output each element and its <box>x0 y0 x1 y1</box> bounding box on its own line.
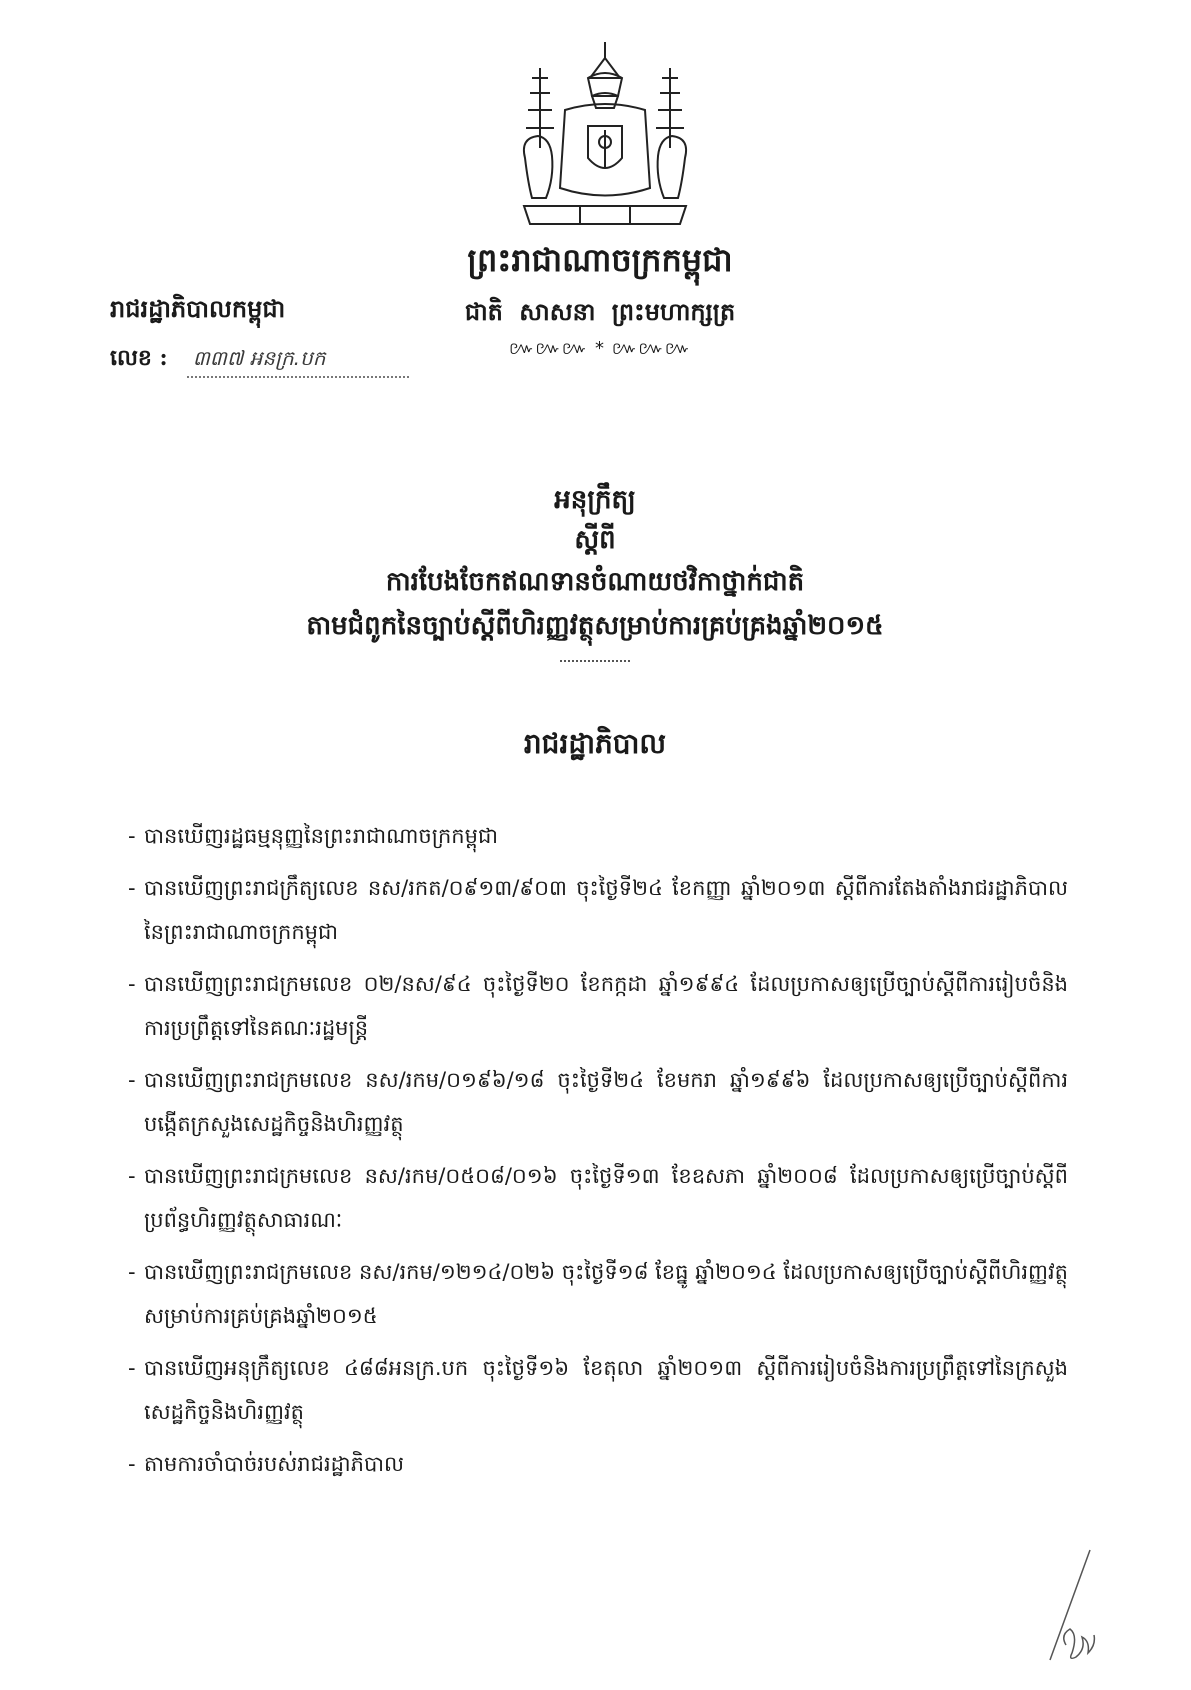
preamble-item: - តាមការចាំបាច់របស់រាជរដ្ឋាភិបាល <box>128 1442 1068 1486</box>
royal-coat-of-arms <box>510 38 700 233</box>
title-divider <box>560 660 630 664</box>
issuing-authority: រាជរដ្ឋាភិបាលកម្ពុជា <box>110 294 286 323</box>
document-number-value: ៣៣៧ អនក្រ.បក <box>187 340 409 378</box>
preamble-item: - បានឃើញព្រះរាជក្រមលេខ នស/រកម/០១៩៦/១៨ ចុះថ្ងៃទី២៤ ខែមករា ឆ្នាំ១៩៩៦ ដែលប្រកាសឲ្យប្រើច្បាប់ស្តីពីការបង្កើតក្រសួងសេដ្ឋកិច្ចនិងហិរញ្ញវត្ថុ <box>128 1058 1068 1146</box>
preamble-list <box>128 814 1068 1494</box>
preamble-item: - បានឃើញរដ្ឋធម្មនុញ្ញនៃព្រះរាជាណាចក្រកម្ពុជា <box>128 814 1068 858</box>
preamble-item: - បានឃើញព្រះរាជក្រមលេខ នស/រកម/០៥០៨/០១៦ ចុះថ្ងៃទី១៣ ខែឧសភា ឆ្នាំ២០០៨ ដែលប្រកាសឲ្យប្រើច្បាប់ស្តីពីប្រព័ន្ធហិរញ្ញវត្ថុសាធារណៈ <box>128 1154 1068 1242</box>
handwritten-initials <box>1030 1545 1150 1665</box>
document-number-label: លេខ : <box>110 345 168 371</box>
document-title <box>180 480 1010 664</box>
title-line-2: ស្តីពី <box>574 525 616 555</box>
government-heading: រាជរដ្ឋាភិបាល <box>523 727 667 760</box>
national-motto: ជាតិ សាសនា ព្រះមហាក្សត្រ <box>464 297 736 326</box>
title-line-4: តាមជំពូកនៃច្បាប់ស្តីពីហិរញ្ញវត្ថុសម្រាប់ការគ្រប់គ្រងឆ្នាំ២០១៥ <box>306 611 884 641</box>
preamble-item: - បានឃើញអនុក្រឹត្យលេខ ៤៨៨អនក្រ.បក ចុះថ្ងៃទី១៦ ខែតុលា ឆ្នាំ២០១៣ ស្តីពីការរៀបចំនិងការប្រព្រឹត្តទៅនៃក្រសួងសេដ្ឋកិច្ចនិងហិរញ្ញវត្ថុ <box>128 1346 1068 1434</box>
document-number-row <box>110 340 450 380</box>
title-line-3: ការបែងចែកឥណទានចំណាយថវិកាថ្នាក់ជាតិ <box>385 567 805 597</box>
preamble-item: - បានឃើញព្រះរាជក្រឹត្យលេខ នស/រកត/០៩១៣/៩០៣ ចុះថ្ងៃទី២៤ ខែកញ្ញា ឆ្នាំ២០១៣ ស្តីពីការតែងតាំងរាជរដ្ឋាភិបាលនៃព្រះរាជាណាចក្រកម្ពុជា <box>128 866 1068 954</box>
kingdom-name: ព្រះរាជាណាចក្រកម្ពុជា <box>467 241 733 279</box>
preamble-item: - បានឃើញព្រះរាជក្រមលេខ នស/រកម/១២១៤/០២៦ ចុះថ្ងៃទី១៨ ខែធ្នូ ឆ្នាំ២០១៤ ដែលប្រកាសឲ្យប្រើច្បាប់ស្តីពីហិរញ្ញវត្ថុសម្រាប់ការគ្រប់គ្រងឆ្នាំ២០១៥ <box>128 1250 1068 1338</box>
preamble-item: - បានឃើញព្រះរាជក្រមលេខ ០២/នស/៩៤ ចុះថ្ងៃទី២០ ខែកក្កដា ឆ្នាំ១៩៩៤ ដែលប្រកាសឲ្យប្រើច្បាប់ស្តីពីការរៀបចំនិងការប្រព្រឹត្តទៅនៃគណៈរដ្ឋមន្ត្រី <box>128 962 1068 1050</box>
title-line-1: អនុក្រឹត្យ <box>554 485 636 515</box>
header-ornament: ៚៚៚ * ៚៚៚ <box>508 338 692 359</box>
